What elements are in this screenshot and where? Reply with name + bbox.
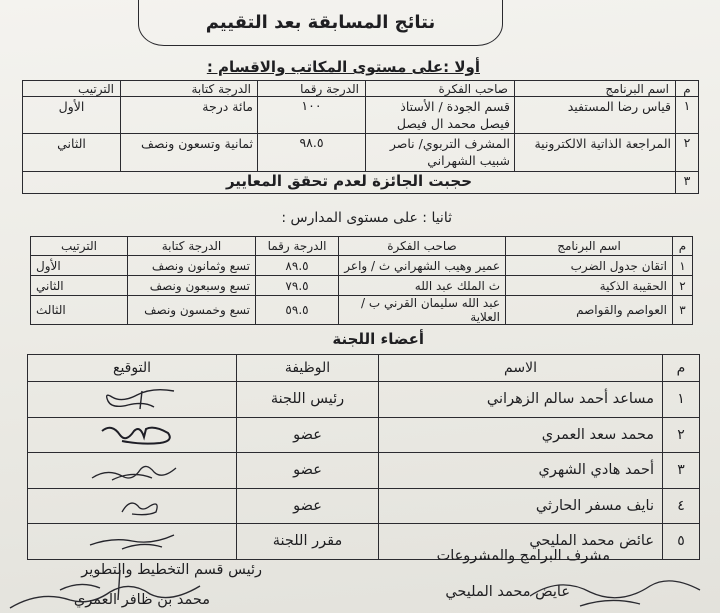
table-row: [28, 488, 700, 524]
program-name: اتقان جدول الضرب: [506, 256, 673, 276]
footer-left-title: رئيس قسم التخطيط والتطوير: [81, 562, 262, 578]
signature-image: [82, 421, 182, 449]
score-number: ٨٩.٥: [256, 256, 339, 276]
signature-image: [82, 492, 182, 520]
signature-image: [82, 385, 182, 413]
rank: الثالث: [31, 296, 128, 325]
member-name: محمد سعد العمري: [379, 417, 663, 453]
row-number: ٣: [676, 172, 699, 194]
idea-owner: عبد الله سليمان القرني ب / العلاية: [339, 296, 506, 325]
page-title: نتائج المسابقة بعد التقييم: [205, 12, 436, 33]
section2-heading: ثانيا : على مستوى المدارس :: [281, 210, 452, 226]
header-cell: الترتيب: [31, 237, 128, 256]
member-name: نايف مسفر الحارثي: [379, 488, 663, 524]
member-name: عائض محمد المليحي: [379, 524, 663, 560]
program-name: المراجعة الذاتية الالكترونية: [515, 134, 676, 172]
footer-signature-left: [0, 560, 220, 613]
program-name: قياس رضا المستفيد: [515, 97, 676, 134]
idea-owner: ث الملك عبد الله: [339, 276, 506, 296]
rank: الثاني: [23, 134, 121, 172]
header-cell: الدرجة كتابة: [128, 237, 256, 256]
score-words: تسع وثمانون ونصف: [128, 256, 256, 276]
table-header-row: [31, 237, 693, 256]
score-words: مائة درجة: [121, 97, 258, 134]
member-role: عضو: [237, 417, 379, 453]
header-cell: صاحب الفكرة: [339, 237, 506, 256]
row-number: ٣: [673, 296, 693, 325]
signature-cell: [28, 382, 237, 418]
footer-right-name: عايض محمد المليحي: [445, 584, 570, 600]
row-number: ٣: [663, 453, 700, 489]
score-words: ثمانية وتسعون ونصف: [121, 134, 258, 172]
header-cell: الترتيب: [23, 81, 121, 97]
title-frame: [138, 0, 503, 46]
row-number: ٢: [663, 417, 700, 453]
table-row: [28, 382, 700, 418]
header-cell: الدرجة كتابة: [121, 81, 258, 97]
table-row: [31, 296, 693, 325]
table-row: [23, 172, 699, 194]
score-words: تسع وخمسون ونصف: [128, 296, 256, 325]
withheld-note: حجبت الجائزة لعدم تحقق المعايير: [23, 172, 676, 194]
idea-owner: المشرف التربوي/ ناصر شبيب الشهراني: [366, 134, 515, 172]
member-name: أحمد هادي الشهري: [379, 453, 663, 489]
idea-owner: قسم الجودة / الأستاذ فيصل محمد ال فيصل: [366, 97, 515, 134]
score-words: تسع وسبعون ونصف: [128, 276, 256, 296]
header-cell: م: [676, 81, 699, 97]
row-number: ٤: [663, 488, 700, 524]
committee-table: [27, 354, 700, 560]
header-cell: الدرجة رقما: [258, 81, 366, 97]
program-name: العواصم والقواصم: [506, 296, 673, 325]
footer-right-title: مشرف البرامج والمشروعات: [436, 548, 610, 564]
header-cell: الوظيفة: [237, 355, 379, 382]
rank: الأول: [31, 256, 128, 276]
footer-signature-right: [520, 556, 720, 613]
header-cell: الاسم: [379, 355, 663, 382]
schools-results-table: [30, 236, 693, 325]
rank: الأول: [23, 97, 121, 134]
table-header-row: [28, 355, 700, 382]
row-number: ٢: [676, 134, 699, 172]
idea-owner: عمير وهيب الشهراني ث / واعر: [339, 256, 506, 276]
score-number: ٥٩.٥: [256, 296, 339, 325]
table-row: [28, 453, 700, 489]
program-name: الحقيبة الذكية: [506, 276, 673, 296]
table-row: [23, 97, 699, 134]
committee-heading: أعضاء اللجنة: [332, 330, 424, 348]
row-number: ١: [676, 97, 699, 134]
row-number: ٥: [663, 524, 700, 560]
table-row: [28, 417, 700, 453]
row-number: ١: [663, 382, 700, 418]
row-number: ١: [673, 256, 693, 276]
signature-cell: [28, 453, 237, 489]
signature-image: [82, 456, 182, 484]
member-role: عضو: [237, 488, 379, 524]
footer-left-name: محمد بن ظافر العمري: [73, 592, 210, 608]
member-role: مقرر اللجنة: [237, 524, 379, 560]
row-number: ٢: [673, 276, 693, 296]
signature-cell: [28, 524, 237, 560]
header-cell: الدرجة رقما: [256, 237, 339, 256]
header-cell: اسم البرنامج: [506, 237, 673, 256]
member-role: عضو: [237, 453, 379, 489]
header-cell: صاحب الفكرة: [366, 81, 515, 97]
score-number: ٧٩.٥: [256, 276, 339, 296]
score-number: ١٠٠: [258, 97, 366, 134]
header-cell: م: [673, 237, 693, 256]
table-row: [23, 134, 699, 172]
signature-cell: [28, 488, 237, 524]
score-number: ٩٨.٥: [258, 134, 366, 172]
table-header-row: [23, 81, 699, 97]
table-row: [31, 276, 693, 296]
signature-image: [82, 527, 182, 555]
header-cell: اسم البرنامج: [515, 81, 676, 97]
member-name: مساعد أحمد سالم الزهراني: [379, 382, 663, 418]
rank: الثاني: [31, 276, 128, 296]
offices-results-table: [22, 80, 699, 194]
header-cell: م: [663, 355, 700, 382]
member-role: رئيس اللجنة: [237, 382, 379, 418]
signature-cell: [28, 417, 237, 453]
section1-heading: أولا :على مستوى المكاتب والاقسام :: [206, 58, 480, 76]
header-cell: التوقيع: [28, 355, 237, 382]
table-row: [31, 256, 693, 276]
